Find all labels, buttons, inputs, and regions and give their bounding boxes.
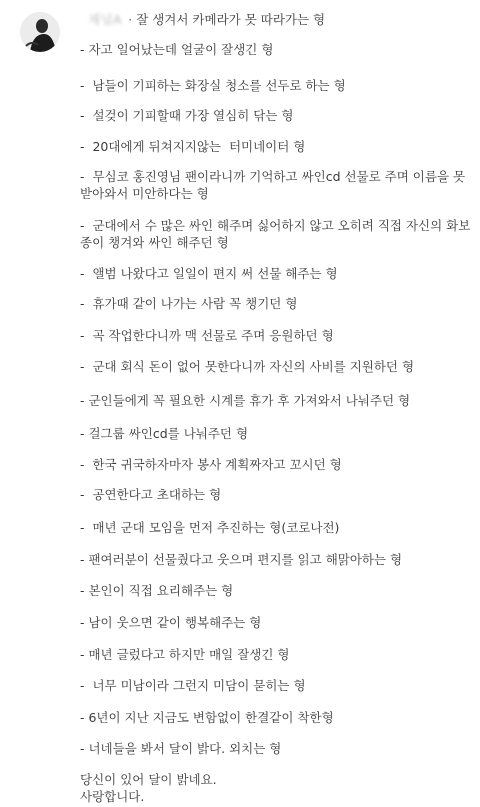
comment-line: - 앨범 나왔다고 일일이 편지 써 선물 해주는 형 — [80, 266, 338, 281]
comment-line: - 곡 작업한다니까 맥 선물로 주며 응원하던 형 — [80, 328, 334, 343]
comment-line: - 남이 웃으면 같이 행복해주는 형 — [80, 615, 262, 630]
comment-line: - 한국 귀국하자마자 봉사 계획짜자고 꼬시던 형 — [80, 457, 342, 472]
comment-header — [88, 9, 325, 29]
comment-line: - 무심코 홍진영님 팬이라니까 기억하고 싸인cd 선물로 주며 이름을 못받아와서 미안하다는 형 — [80, 169, 466, 201]
comment-line: - 20대에게 뒤쳐지지않는 터미네이터 형 — [80, 139, 306, 154]
username[interactable]: 채널A — [88, 12, 123, 27]
comment-line: - 군대에서 수 많은 싸인 해주며 싫어하지 않고 오히려 직접 자신의 화보 종이 챙겨와 싸인 해주던 형 — [80, 218, 475, 250]
comment-line: - 설겆이 기피할때 가장 열심히 닦는 형 — [80, 108, 294, 123]
comment-line: - 팬여러분이 선물줬다고 웃으며 편지를 읽고 해맑아하는 형 — [80, 552, 403, 567]
comment-line: - 휴가때 같이 나가는 사람 꼭 챙기던 형 — [80, 296, 298, 311]
comment-line: - 걸그룹 싸인cd를 나눠주던 형 — [80, 426, 249, 441]
comment-line: 당신이 있어 달이 밝네요. — [80, 772, 217, 787]
comment-line: - 매년 군대 모임을 먼저 추진하는 형(코로나전) — [80, 520, 340, 535]
comment-first-line: 잘 생겨서 카메라가 못 따라가는 형 — [136, 12, 326, 27]
comment-line: - 너네들을 봐서 달이 밝다. 외치는 형 — [80, 741, 282, 756]
comment-line: 사랑합니다. — [80, 789, 145, 804]
comment-line: - 공연한다고 초대하는 형 — [80, 487, 222, 502]
comment-line: - 매년 글렀다고 하지만 매일 잘생긴 형 — [80, 647, 290, 662]
comment-line: - 자고 일어났는데 얼굴이 잘생긴 형 — [80, 42, 274, 57]
comment-line: - 본인이 직접 요리해주는 형 — [80, 583, 234, 598]
comment-line: - 6년이 지난 지금도 변함없이 한결같이 착한형 — [80, 710, 334, 725]
comment-line: - 군인들에게 꼭 필요한 시계를 휴가 후 가져와서 나눠주던 형 — [80, 393, 411, 408]
comment-line: - 남들이 기피하는 화장실 청소를 선두로 하는 형 — [80, 78, 346, 93]
comment-line: - 군대 회식 돈이 없어 못한다니까 자신의 사비를 지원하던 형 — [80, 359, 415, 374]
comment-line: - 너무 미남이라 그런지 미담이 묻히는 형 — [80, 678, 306, 693]
separator: · — [128, 11, 133, 27]
avatar[interactable] — [20, 12, 60, 52]
